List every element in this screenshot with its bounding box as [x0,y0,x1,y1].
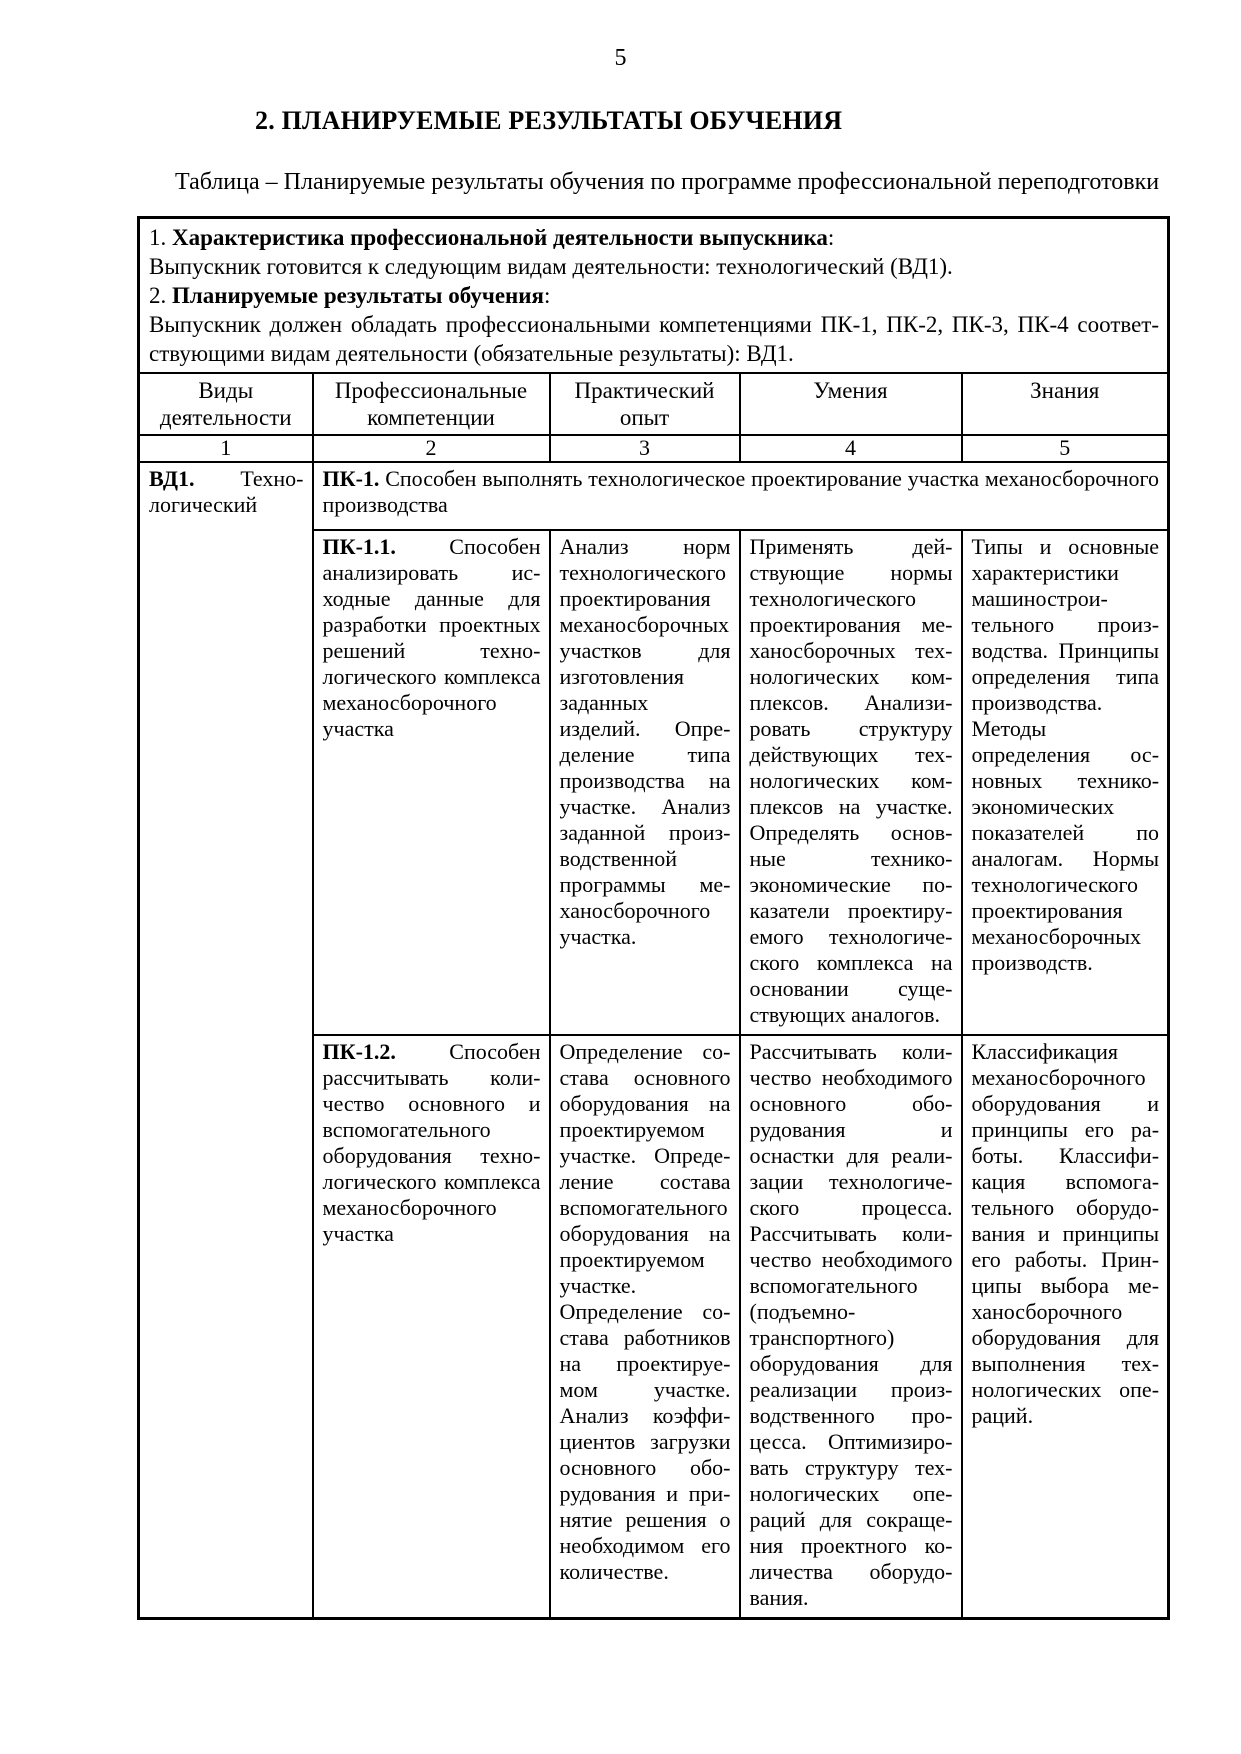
column-number-row [139,435,1169,462]
col-header-activity-types: Виды деятельности [139,373,313,435]
cell-pk12-knowledge: Классификация механосборочного оборудования и принципы его работы. Классификация вспомогательного оборудования и принципы его работы. Принципы выбора механосборочного оборудования для выполнения технологических операций. [962,1035,1169,1619]
pk1-text: Способен выполнять технологическое проектирование участка механосборочного производства [322,466,1160,517]
col-number-4: 4 [740,435,962,462]
preamble-row [139,218,1169,374]
preamble-line-3-colon: : [544,283,551,308]
pk12-code: ПК-1.2. [322,1039,396,1064]
col-number-5: 5 [962,435,1169,462]
cell-pk11-skills: Применять действующие нормы технологического проектирования механосборочных технологических комплексов. Анализировать структуру действующих технологических комплексов на участке. Определять основные технико-экономические показатели проектируемого технологического комплекса на основании существующих аналогов. [740,530,962,1035]
cell-pk1-summary [313,462,1169,530]
pk11-code: ПК-1.1. [322,534,396,559]
cell-pk12-practical-experience: Определение состава основного оборудования на проектируемом участке. Определение состава вспомогательного оборудования на проектируемом участке. Определение состава работников на проектируемом участке. Анализ коэффициентов загрузки основного оборудования и принятие решения о необходимом его количестве. [550,1035,740,1619]
col-header-professional-competences: Профессиональные компетенции [313,373,550,435]
preamble-line-3-number: 2. [149,283,172,308]
preamble-line-2: Выпускник готовится к следующим видам деятельности: технологический (ВД1). [149,254,953,279]
col-number-2: 2 [313,435,550,462]
cell-pk12-skills: Рассчитывать количество необходимого основного оборудования и оснастки для реализации технологического процесса. Рассчитывать количество необходимого вспомогательного (подъемно-транспортного) оборудования для реализации производственного процесса. Оптимизировать структуру технологических операций для сокращения проектного количества оборудования. [740,1035,962,1619]
col-number-3: 3 [550,435,740,462]
preamble-line-4: Выпускник должен обладать профессиональными компетенциями ПК-1, ПК-2, ПК-3, ПК-4 соответствующими видам деятельности (обязательные результаты): ВД1. [149,312,1160,366]
cell-vd1-activity [139,462,313,1619]
preamble-cell [139,218,1169,374]
col-header-knowledge: Знания [962,373,1169,435]
page-number: 5 [614,45,627,71]
preamble-line-1-number: 1. [149,225,172,250]
preamble-line-1-colon: : [827,225,835,250]
col-number-1: 1 [139,435,313,462]
preamble-line-1 [149,223,1159,252]
vd1-code: ВД1. [149,466,195,491]
cell-pk11-knowledge: Типы и основные характеристики машиностроительного производства. Принципы определения типа производства. Методы определения основных технико-экономических показателей по аналогам. Нормы технологического проектирования механосборочных производств. [962,530,1169,1035]
cell-pk11-competence [313,530,550,1035]
learning-outcomes-table [137,216,1170,1620]
pk11-competence-text: Способен анализировать исходные данные для разработки проектных решений технологического комплекса механосборочного участка [322,534,541,741]
cell-pk12-competence [313,1035,550,1619]
vd1-label: Технологический [149,466,304,517]
table-caption: Таблица – Планируемые результаты обучения по программе профессиональной переподготовки [175,169,1160,195]
col-header-skills: Умения [740,373,962,435]
section-heading: 2. ПЛАНИРУЕМЫЕ РЕЗУЛЬТАТЫ ОБУЧЕНИЯ [255,106,843,135]
cell-pk11-practical-experience: Анализ норм технологического проектирования механосборочных участков для изготовления заданных изделий. Определение типа производства на участке. Анализ заданной производственной программы механосборочного участка. [550,530,740,1035]
pk1-code: ПК-1. [322,466,380,491]
col-header-practical-experience: Практический опыт [550,373,740,435]
preamble-line-3 [149,281,1159,310]
preamble-line-1-title: Характеристика профессиональной деятельности выпускника [172,225,828,250]
preamble-line-3-title: Планируемые результаты обучения [172,283,544,308]
pk12-competence-text: Способен рассчитывать количество основного и вспомогательного оборудования технологического комплекса механосборочного участка [322,1039,541,1246]
pk1-row [139,462,1169,530]
header-row [139,373,1169,435]
